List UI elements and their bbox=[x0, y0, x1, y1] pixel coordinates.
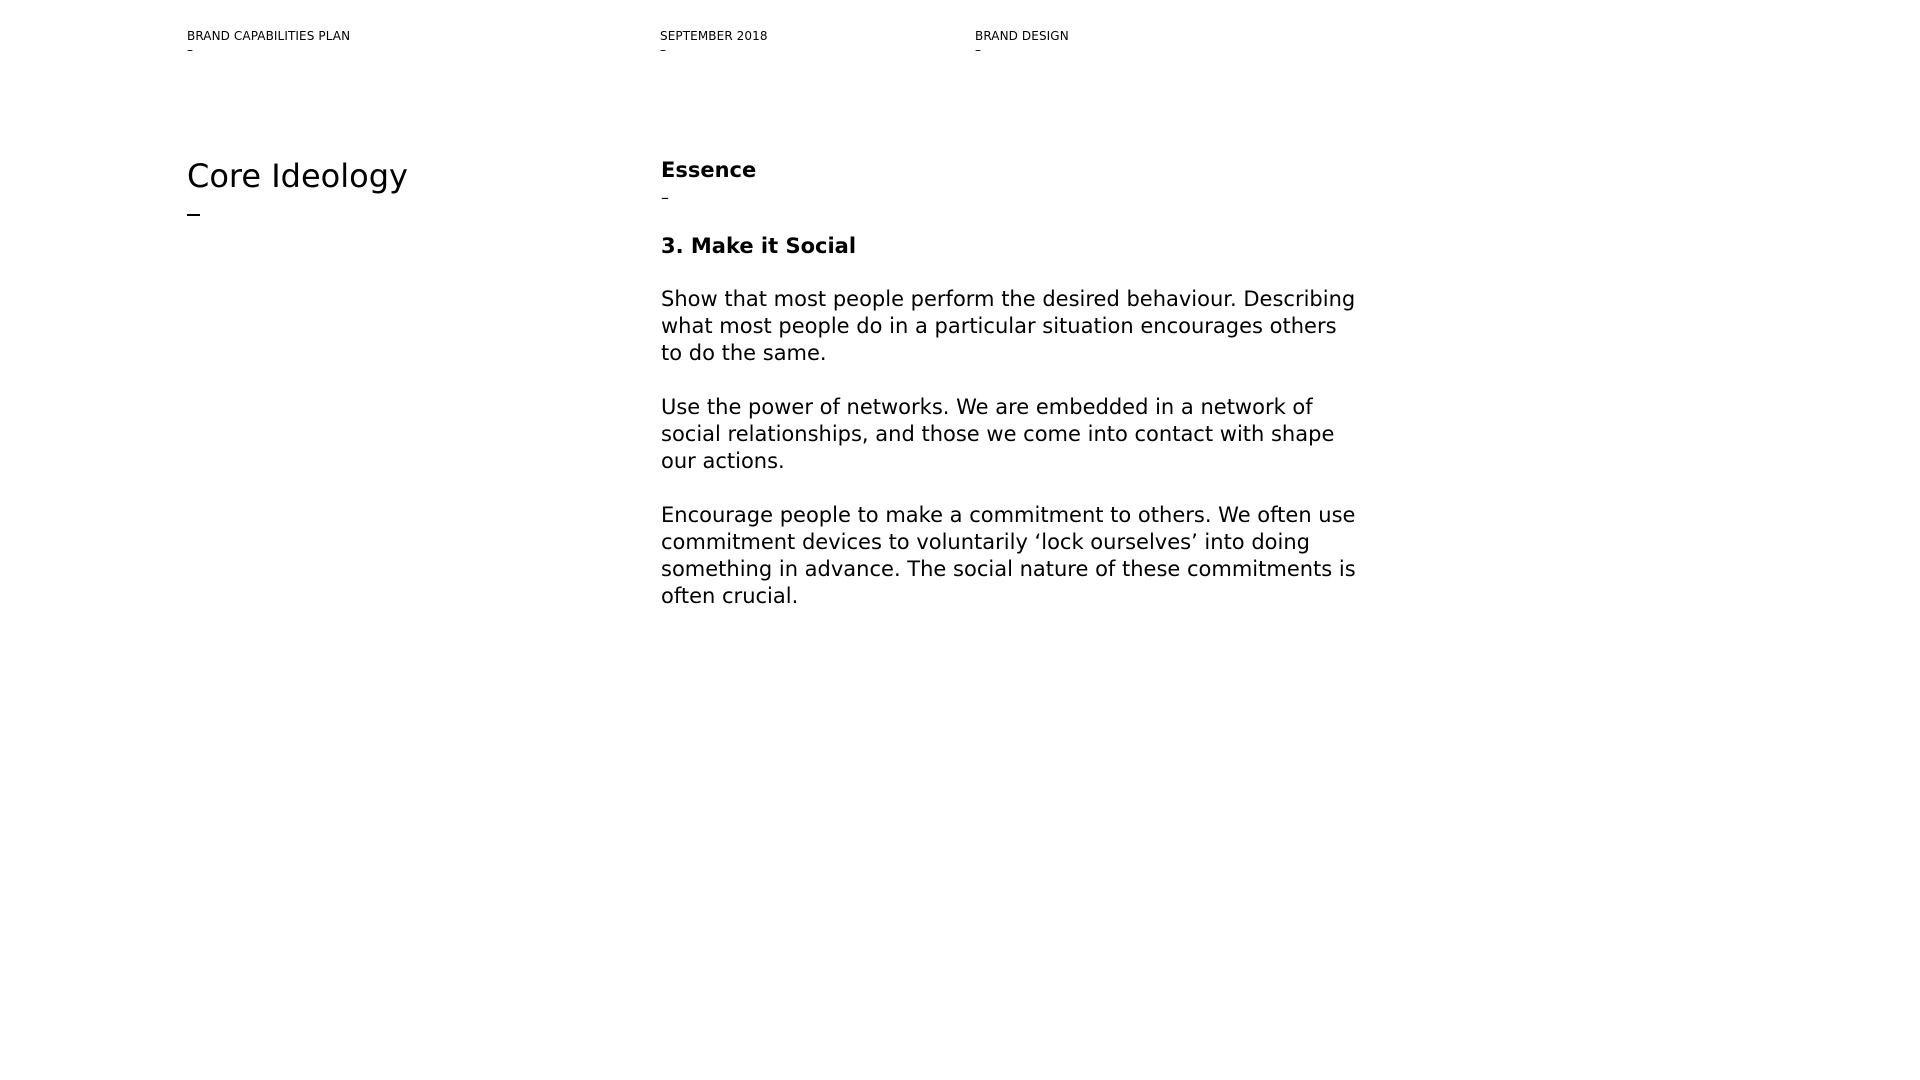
paragraph: Show that most people perform the desired behaviour. Describing what most people do in a particular situation encourages others to do the same. bbox=[661, 287, 1356, 365]
header-department bbox=[975, 29, 1069, 56]
header-document-name-label: BRAND CAPABILITIES PLAN bbox=[187, 29, 351, 43]
header-date-dash: – bbox=[660, 43, 667, 57]
subheading: 3. Make it Social bbox=[661, 234, 857, 258]
section-dash: – bbox=[661, 188, 669, 207]
header-department-dash: – bbox=[975, 43, 982, 57]
title-divider bbox=[187, 214, 200, 216]
content-column bbox=[661, 156, 1361, 637]
header-date bbox=[660, 29, 768, 56]
header-document-name bbox=[187, 29, 350, 56]
header-document-name-dash: – bbox=[187, 43, 194, 57]
header-date-label: SEPTEMBER 2018 bbox=[660, 29, 768, 43]
paragraph: Encourage people to make a commitment to others. We often use commitment devices to voluntarily ‘lock ourselves’ into doing something in advance. The social nature of these commitments is often crucial. bbox=[661, 503, 1356, 608]
paragraph: Use the power of networks. We are embedded in a network of social relationships, and those we come into contact with shape our actions. bbox=[661, 395, 1335, 473]
title-block bbox=[187, 156, 408, 216]
section-label: Essence bbox=[661, 158, 757, 182]
page-title: Core Ideology bbox=[187, 157, 408, 195]
header-department-label: BRAND DESIGN bbox=[975, 29, 1069, 43]
